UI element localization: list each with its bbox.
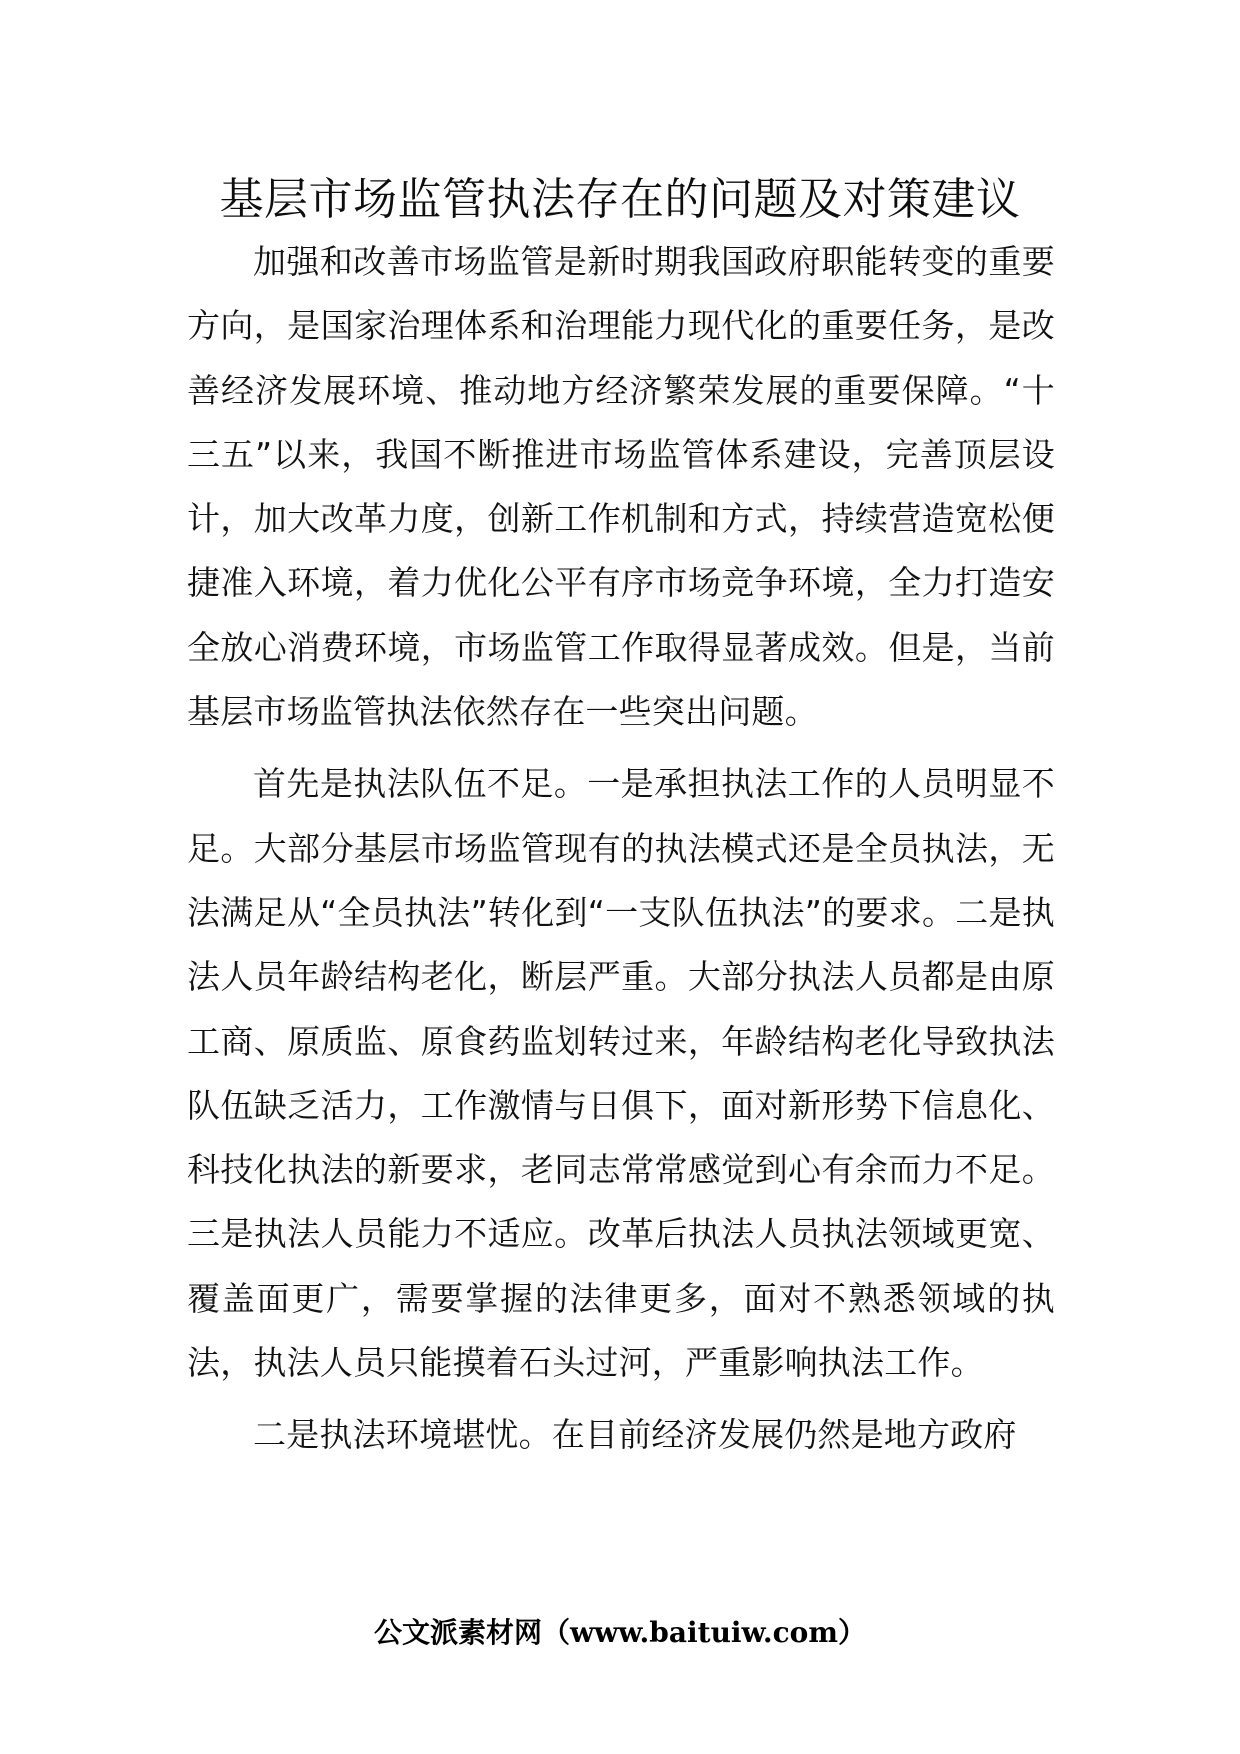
document-body bbox=[187, 230, 1055, 1476]
paragraph-intro: 加强和改善市场监管是新时期我国政府职能转变的重要方向，是国家治理体系和治理能力现代化的重要任务，是改善经济发展环境、推动地方经济繁荣发展的重要保障。“十三五”以来，我国不断推进市场监管体系建设，完善顶层设计，加大改革力度，创新工作机制和方式，持续营造宽松便捷准入环境，着力优化公平有序市场竞争环境，全力打造安全放心消费环境，市场监管工作取得显著成效。但是，当前基层市场监管执法依然存在一些突出问题。 bbox=[187, 242, 1055, 732]
document-title: 基层市场监管执法存在的问题及对策建议 bbox=[219, 174, 1021, 225]
paragraph-enforcement-environment: 二是执法环境堪忧。在目前经济发展仍然是地方政府 bbox=[253, 1415, 1017, 1455]
footer-watermark: 公文派素材网（www.baituiw.com） bbox=[374, 1616, 866, 1649]
paragraph-enforcement-team: 首先是执法队伍不足。一是承担执法工作的人员明显不足。大部分基层市场监管现有的执法模式还是全员执法，无法满足从“全员执法”转化到“一支队伍执法”的要求。二是执法人员年龄结构老化，断层严重。大部分执法人员都是由原工商、原质监、原食药监划转过来，年龄结构老化导致执法队伍缺乏活力，工作激情与日俱下，面对新形势下信息化、科技化执法的新要求，老同志常常感觉到心有余而力不足。三是执法人员能力不适应。改革后执法人员执法领域更宽、覆盖面更广，需要掌握的法律更多，面对不熟悉领域的执法，执法人员只能摸着石头过河，严重影响执法工作。 bbox=[187, 764, 1055, 1383]
